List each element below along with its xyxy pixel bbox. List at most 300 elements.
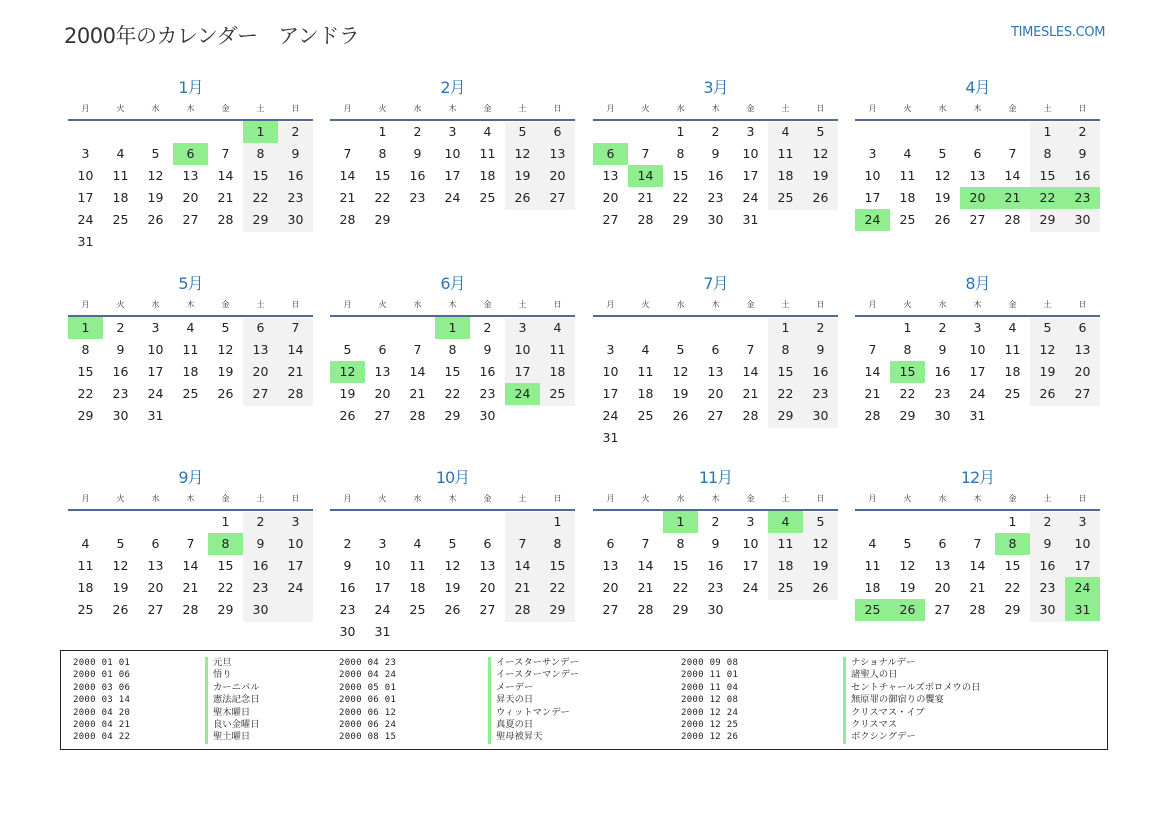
weekday-label: 金 xyxy=(1008,300,1017,309)
day-cell: 26 xyxy=(514,190,531,205)
day-cell: 27 xyxy=(934,602,951,617)
weekday-label: 土 xyxy=(518,104,527,113)
day-cell: 21 xyxy=(742,386,759,401)
weekday-label: 金 xyxy=(221,104,230,113)
day-cell: 23 xyxy=(1039,580,1056,595)
day-cell: 21 xyxy=(637,190,654,205)
day-cell: 24 xyxy=(77,212,94,227)
day-cell: 22 xyxy=(217,580,234,595)
holiday-date: 2000 06 12 xyxy=(339,707,397,718)
day-cell: 4 xyxy=(1008,320,1017,335)
day-cell: 3 xyxy=(151,320,160,335)
holiday-name: ボクシングデー xyxy=(843,731,916,743)
day-cell: 28 xyxy=(1004,212,1021,227)
day-cell: 8 xyxy=(553,536,562,551)
day-cell: 15 xyxy=(444,364,461,379)
day-cell: 24 xyxy=(602,408,619,423)
holiday-date: 2000 11 04 xyxy=(681,682,739,693)
day-cell: 28 xyxy=(339,212,356,227)
day-cell: 19 xyxy=(812,168,829,183)
day-cell: 23 xyxy=(479,386,496,401)
weekday-label: 日 xyxy=(291,300,300,309)
day-cell: 2 xyxy=(938,320,947,335)
day-cell: 30 xyxy=(287,212,304,227)
day-cell: 19 xyxy=(444,580,461,595)
day-cell: 27 xyxy=(549,190,566,205)
weekday-label: 土 xyxy=(781,300,790,309)
day-cell: 26 xyxy=(217,386,234,401)
holiday-name: 聖木曜日 xyxy=(205,707,250,719)
day-cell: 7 xyxy=(641,146,650,161)
weekday-label: 土 xyxy=(256,494,265,503)
day-cell: 15 xyxy=(549,558,566,573)
day-cell: 12 xyxy=(812,536,829,551)
day-cell: 5 xyxy=(816,514,825,529)
day-cell: 3 xyxy=(448,124,457,139)
weekday-label: 金 xyxy=(483,494,492,503)
day-cell: 13 xyxy=(549,146,566,161)
day-cell: 4 xyxy=(553,320,562,335)
day-cell: 20 xyxy=(374,386,391,401)
holiday-day-cell: 26 xyxy=(890,599,925,621)
day-cell: 16 xyxy=(707,168,724,183)
holiday-day-cell: 24 xyxy=(855,209,890,231)
day-cell: 1 xyxy=(781,320,790,335)
day-cell: 14 xyxy=(742,364,759,379)
holiday-date: 2000 12 24 xyxy=(681,707,739,718)
weekday-label: 月 xyxy=(81,300,90,309)
holiday-date: 2000 05 01 xyxy=(339,682,397,693)
day-cell: 2 xyxy=(1078,124,1087,139)
day-cell: 20 xyxy=(707,386,724,401)
weekday-label: 水 xyxy=(676,104,685,113)
day-cell: 30 xyxy=(252,602,269,617)
day-cell: 21 xyxy=(217,190,234,205)
weekday-label: 木 xyxy=(711,494,720,503)
holiday-date: 2000 06 24 xyxy=(339,720,397,730)
weekday-label: 土 xyxy=(1043,494,1052,503)
day-cell: 1 xyxy=(378,124,387,139)
day-cell: 18 xyxy=(1004,364,1021,379)
day-cell: 13 xyxy=(969,168,986,183)
day-cell: 7 xyxy=(413,342,422,357)
holiday-name: イースターサンデー xyxy=(488,657,579,669)
holiday-day-cell: 8 xyxy=(995,533,1030,555)
day-cell: 18 xyxy=(112,190,129,205)
day-cell: 26 xyxy=(444,602,461,617)
holiday-name: ナショナルデー xyxy=(843,657,915,669)
day-cell: 2 xyxy=(483,320,492,335)
day-cell: 25 xyxy=(777,190,794,205)
day-cell: 14 xyxy=(339,168,356,183)
day-cell: 30 xyxy=(707,212,724,227)
day-cell: 11 xyxy=(777,146,794,161)
weekday-label: 土 xyxy=(781,494,790,503)
day-cell: 10 xyxy=(77,168,94,183)
day-cell: 3 xyxy=(973,320,982,335)
day-cell: 8 xyxy=(676,536,685,551)
day-cell: 6 xyxy=(553,124,562,139)
day-cell: 28 xyxy=(182,602,199,617)
day-cell: 22 xyxy=(252,190,269,205)
weekday-label: 木 xyxy=(186,104,195,113)
weekday-label: 月 xyxy=(343,494,352,503)
month-name: 12月 xyxy=(960,468,995,487)
day-cell: 18 xyxy=(77,580,94,595)
holiday-name: セントチャールズボロメウの日 xyxy=(843,682,980,694)
day-cell: 11 xyxy=(112,168,129,183)
day-cell: 29 xyxy=(77,408,94,423)
day-cell: 14 xyxy=(514,558,531,573)
day-cell: 31 xyxy=(147,408,164,423)
day-cell: 7 xyxy=(221,146,230,161)
day-cell: 12 xyxy=(112,558,129,573)
month-name: 3月 xyxy=(703,78,728,97)
day-cell: 25 xyxy=(409,602,426,617)
day-cell: 29 xyxy=(672,212,689,227)
day-cell: 14 xyxy=(409,364,426,379)
day-cell: 21 xyxy=(514,580,531,595)
day-cell: 20 xyxy=(1074,364,1091,379)
day-cell: 21 xyxy=(287,364,304,379)
holiday-date: 2000 12 26 xyxy=(681,732,739,743)
day-cell: 9 xyxy=(1043,536,1052,551)
day-cell: 6 xyxy=(256,320,265,335)
holiday-day-cell: 1 xyxy=(663,511,698,533)
day-cell: 6 xyxy=(378,342,387,357)
weekday-label: 月 xyxy=(606,300,615,309)
day-cell: 3 xyxy=(291,514,300,529)
day-cell: 17 xyxy=(864,190,881,205)
day-cell: 13 xyxy=(1074,342,1091,357)
day-cell: 4 xyxy=(413,536,422,551)
month-name: 6月 xyxy=(440,274,465,293)
holiday-name: メーデー xyxy=(488,682,533,694)
day-cell: 14 xyxy=(864,364,881,379)
weekday-label: 水 xyxy=(151,300,160,309)
day-cell: 26 xyxy=(147,212,164,227)
day-cell: 8 xyxy=(378,146,387,161)
day-cell: 15 xyxy=(1004,558,1021,573)
day-cell: 22 xyxy=(777,386,794,401)
weekday-label: 火 xyxy=(378,104,387,113)
day-cell: 7 xyxy=(1008,146,1017,161)
day-cell: 17 xyxy=(287,558,304,573)
holiday-name: 聖土曜日 xyxy=(205,731,250,743)
day-cell: 8 xyxy=(676,146,685,161)
day-cell: 25 xyxy=(777,580,794,595)
day-cell: 11 xyxy=(479,146,496,161)
day-cell: 22 xyxy=(672,190,689,205)
day-cell: 22 xyxy=(899,386,916,401)
day-cell: 19 xyxy=(812,558,829,573)
day-cell: 30 xyxy=(339,624,356,639)
weekday-label: 月 xyxy=(868,104,877,113)
day-cell: 11 xyxy=(864,558,881,573)
holiday-name: クリスマス xyxy=(843,719,897,731)
day-cell: 5 xyxy=(343,342,352,357)
weekday-label: 金 xyxy=(746,494,755,503)
month-name: 2月 xyxy=(440,78,465,97)
day-cell: 28 xyxy=(637,212,654,227)
weekday-label: 金 xyxy=(483,104,492,113)
day-cell: 27 xyxy=(707,408,724,423)
holiday-date: 2000 11 01 xyxy=(681,670,739,681)
weekday-label: 火 xyxy=(641,494,650,503)
holiday-name: 無原罪の御宿りの饗宴 xyxy=(843,694,944,706)
day-cell: 6 xyxy=(483,536,492,551)
month-name: 8月 xyxy=(965,274,990,293)
day-cell: 22 xyxy=(549,580,566,595)
day-cell: 5 xyxy=(448,536,457,551)
day-cell: 3 xyxy=(746,124,755,139)
day-cell: 3 xyxy=(746,514,755,529)
day-cell: 13 xyxy=(707,364,724,379)
day-cell: 9 xyxy=(816,342,825,357)
day-cell: 20 xyxy=(934,580,951,595)
holiday-day-cell: 6 xyxy=(593,143,628,165)
day-cell: 3 xyxy=(81,146,90,161)
day-cell: 25 xyxy=(112,212,129,227)
weekday-label: 木 xyxy=(973,104,982,113)
month-name: 1月 xyxy=(178,78,203,97)
weekday-label: 土 xyxy=(518,494,527,503)
holiday-name: イースターマンデー xyxy=(488,669,579,681)
day-cell: 5 xyxy=(221,320,230,335)
day-cell: 12 xyxy=(444,558,461,573)
holiday-date: 2000 04 23 xyxy=(339,658,397,668)
day-cell: 19 xyxy=(934,190,951,205)
day-cell: 1 xyxy=(1043,124,1052,139)
holiday-day-cell: 20 xyxy=(960,187,995,209)
weekday-label: 水 xyxy=(676,300,685,309)
weekday-label: 日 xyxy=(553,300,562,309)
holiday-day-cell: 8 xyxy=(208,533,243,555)
day-cell: 17 xyxy=(742,168,759,183)
weekday-label: 金 xyxy=(483,300,492,309)
day-cell: 11 xyxy=(777,536,794,551)
day-cell: 4 xyxy=(116,146,125,161)
day-cell: 7 xyxy=(746,342,755,357)
day-cell: 17 xyxy=(147,364,164,379)
weekday-label: 土 xyxy=(256,300,265,309)
day-cell: 12 xyxy=(899,558,916,573)
day-cell: 19 xyxy=(112,580,129,595)
weekday-label: 金 xyxy=(746,300,755,309)
day-cell: 20 xyxy=(549,168,566,183)
day-cell: 30 xyxy=(707,602,724,617)
day-cell: 26 xyxy=(112,602,129,617)
weekday-label: 月 xyxy=(606,104,615,113)
day-cell: 17 xyxy=(444,168,461,183)
day-cell: 15 xyxy=(252,168,269,183)
day-cell: 23 xyxy=(252,580,269,595)
day-cell: 13 xyxy=(934,558,951,573)
day-cell: 9 xyxy=(711,146,720,161)
day-cell: 17 xyxy=(969,364,986,379)
day-cell: 22 xyxy=(672,580,689,595)
day-cell: 10 xyxy=(374,558,391,573)
day-cell: 13 xyxy=(602,558,619,573)
holiday-day-cell: 25 xyxy=(855,599,890,621)
day-cell: 27 xyxy=(479,602,496,617)
day-cell: 15 xyxy=(777,364,794,379)
weekday-label: 土 xyxy=(1043,104,1052,113)
day-cell: 14 xyxy=(1004,168,1021,183)
day-cell: 9 xyxy=(343,558,352,573)
day-cell: 11 xyxy=(899,168,916,183)
holiday-name: 真夏の日 xyxy=(488,719,533,731)
day-cell: 14 xyxy=(637,558,654,573)
month-name: 9月 xyxy=(178,468,203,487)
day-cell: 5 xyxy=(816,124,825,139)
day-cell: 17 xyxy=(602,386,619,401)
day-cell: 10 xyxy=(602,364,619,379)
day-cell: 25 xyxy=(182,386,199,401)
day-cell: 4 xyxy=(81,536,90,551)
weekday-label: 木 xyxy=(973,494,982,503)
day-cell: 8 xyxy=(1043,146,1052,161)
day-cell: 14 xyxy=(287,342,304,357)
day-cell: 14 xyxy=(182,558,199,573)
day-cell: 29 xyxy=(1039,212,1056,227)
day-cell: 24 xyxy=(287,580,304,595)
month-name: 11月 xyxy=(698,468,733,487)
day-cell: 9 xyxy=(413,146,422,161)
weekday-label: 木 xyxy=(448,104,457,113)
day-cell: 8 xyxy=(256,146,265,161)
weekday-label: 月 xyxy=(868,300,877,309)
day-cell: 2 xyxy=(291,124,300,139)
weekday-label: 金 xyxy=(221,300,230,309)
holiday-day-cell: 1 xyxy=(68,317,103,339)
day-cell: 1 xyxy=(553,514,562,529)
holiday-date: 2000 12 08 xyxy=(681,695,739,706)
weekday-label: 土 xyxy=(1043,300,1052,309)
holiday-name: カーニバル xyxy=(205,682,260,694)
day-cell: 23 xyxy=(934,386,951,401)
weekday-label: 木 xyxy=(186,494,195,503)
weekday-label: 水 xyxy=(413,494,422,503)
holiday-name: ウィットマンデー xyxy=(488,707,570,719)
day-cell: 16 xyxy=(934,364,951,379)
weekday-label: 金 xyxy=(746,104,755,113)
day-cell: 24 xyxy=(374,602,391,617)
holiday-date: 2000 08 15 xyxy=(339,732,397,743)
day-cell: 7 xyxy=(868,342,877,357)
day-cell: 18 xyxy=(777,168,794,183)
weekday-label: 火 xyxy=(378,494,387,503)
holiday-name: 憲法記念日 xyxy=(205,694,260,706)
day-cell: 1 xyxy=(676,124,685,139)
day-cell: 23 xyxy=(707,580,724,595)
day-cell: 21 xyxy=(969,580,986,595)
day-cell: 1 xyxy=(1008,514,1017,529)
day-cell: 11 xyxy=(182,342,199,357)
weekday-label: 土 xyxy=(518,300,527,309)
day-cell: 7 xyxy=(291,320,300,335)
weekday-label: 水 xyxy=(151,494,160,503)
day-cell: 10 xyxy=(444,146,461,161)
weekday-label: 月 xyxy=(606,494,615,503)
day-cell: 16 xyxy=(1039,558,1056,573)
page-title: 2000年のカレンダー アンドラ xyxy=(64,24,360,48)
day-cell: 3 xyxy=(868,146,877,161)
month-divider xyxy=(330,509,575,511)
weekday-label: 月 xyxy=(868,494,877,503)
day-cell: 24 xyxy=(969,386,986,401)
day-cell: 19 xyxy=(339,386,356,401)
day-cell: 7 xyxy=(186,536,195,551)
day-cell: 3 xyxy=(1078,514,1087,529)
day-cell: 12 xyxy=(147,168,164,183)
day-cell: 17 xyxy=(514,364,531,379)
weekday-label: 土 xyxy=(781,104,790,113)
day-cell: 31 xyxy=(969,408,986,423)
day-cell: 30 xyxy=(1074,212,1091,227)
day-cell: 4 xyxy=(483,124,492,139)
holiday-day-cell: 12 xyxy=(330,361,365,383)
day-cell: 28 xyxy=(217,212,234,227)
day-cell: 9 xyxy=(711,536,720,551)
day-cell: 23 xyxy=(812,386,829,401)
day-cell: 28 xyxy=(514,602,531,617)
holiday-day-cell: 24 xyxy=(1065,577,1100,599)
holiday-date: 2000 03 06 xyxy=(73,682,131,693)
day-cell: 13 xyxy=(479,558,496,573)
day-cell: 18 xyxy=(549,364,566,379)
weekday-label: 木 xyxy=(973,300,982,309)
day-cell: 21 xyxy=(637,580,654,595)
day-cell: 23 xyxy=(707,190,724,205)
holiday-date: 2000 01 01 xyxy=(73,658,131,668)
weekday-label: 月 xyxy=(81,494,90,503)
day-cell: 9 xyxy=(291,146,300,161)
holiday-day-cell: 23 xyxy=(1065,187,1100,209)
day-cell: 20 xyxy=(602,190,619,205)
day-cell: 18 xyxy=(409,580,426,595)
site-logo[interactable]: TIMESLES.COM xyxy=(1011,25,1106,40)
day-cell: 10 xyxy=(147,342,164,357)
day-cell: 6 xyxy=(151,536,160,551)
holiday-day-cell: 22 xyxy=(1030,187,1065,209)
weekday-label: 月 xyxy=(81,104,90,113)
day-cell: 30 xyxy=(812,408,829,423)
day-cell: 20 xyxy=(252,364,269,379)
day-cell: 24 xyxy=(147,386,164,401)
day-cell: 20 xyxy=(479,580,496,595)
day-cell: 16 xyxy=(409,168,426,183)
day-cell: 22 xyxy=(77,386,94,401)
day-cell: 16 xyxy=(252,558,269,573)
day-cell: 9 xyxy=(116,342,125,357)
weekday-label: 日 xyxy=(816,300,825,309)
day-cell: 27 xyxy=(374,408,391,423)
day-cell: 10 xyxy=(742,536,759,551)
holiday-name: 諸聖人の日 xyxy=(843,669,898,681)
day-cell: 2 xyxy=(256,514,265,529)
day-cell: 22 xyxy=(1004,580,1021,595)
day-cell: 29 xyxy=(1004,602,1021,617)
day-cell: 1 xyxy=(221,514,230,529)
holiday-name: 良い金曜日 xyxy=(205,719,260,731)
day-cell: 25 xyxy=(479,190,496,205)
day-cell: 25 xyxy=(899,212,916,227)
day-cell: 21 xyxy=(339,190,356,205)
day-cell: 21 xyxy=(864,386,881,401)
day-cell: 4 xyxy=(641,342,650,357)
weekday-label: 火 xyxy=(378,300,387,309)
